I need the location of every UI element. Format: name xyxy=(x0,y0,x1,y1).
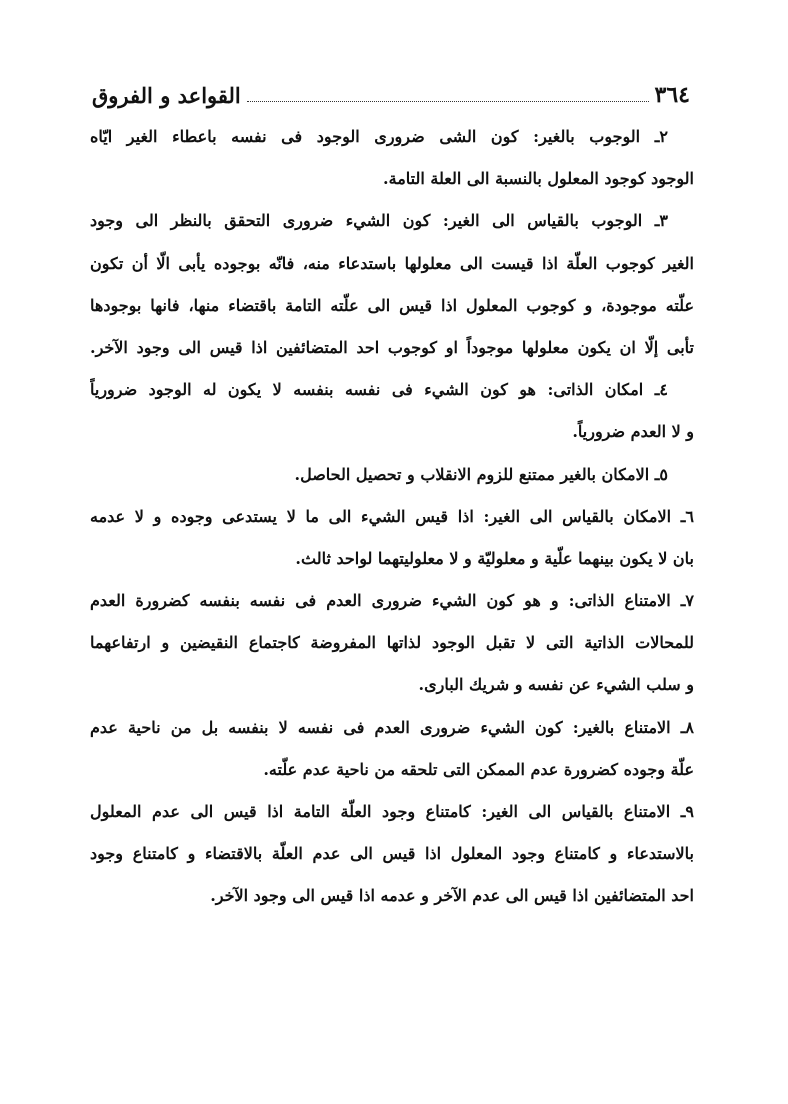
page-header xyxy=(92,72,690,112)
page-number: ٣٦٤ xyxy=(654,82,690,108)
item-3-line-4: تأبى إلّا ان يكون معلولها موجوداً او كوجوب احد المتضائفين اذا قيس الى وجود الآخر. xyxy=(90,337,694,357)
item-7-line-1: ٧ـ الامتناع الذاتى: و هو كون الشيء ضرورى العدم فى نفسه بنفسه كضرورة العدم xyxy=(90,591,694,611)
body-text xyxy=(90,116,694,918)
item-6-line-1: ٦ـ الامكان بالقياس الى الغير: اذا قيس الشيء الى ما لا يستدعى وجوده و لا عدمه xyxy=(90,506,694,526)
item-5-line-1: ٥ـ الامكان بالغير ممتنع للزوم الانقلاب و تحصيل الحاصل. xyxy=(294,464,668,484)
item-6-line-2: بان لا يكون بينهما علّية و معلوليّة و لا معلوليتهما لواحد ثالث. xyxy=(295,548,694,568)
item-8-line-1: ٨ـ الامتناع بالغير: كون الشيء ضرورى العدم فى نفسه لا بنفسه بل من ناحية عدم xyxy=(90,717,694,737)
item-3-line-1: ٣ـ الوجوب بالقياس الى الغير: كون الشيء ضرورى التحقق بالنظر الى وجود xyxy=(90,211,668,231)
item-9-line-3: احد المتضائفين اذا قيس الى عدم الآخر و عدمه اذا قيس الى وجود الآخر. xyxy=(210,886,694,906)
item-7-line-3: و سلب الشيء عن نفسه و شريك البارى. xyxy=(418,675,694,695)
item-3-line-3: علّته موجودة، و كوجوب المعلول اذا قيس الى علّته التامة باقتضاء منها، فانها بوجودها xyxy=(90,295,694,315)
running-title: القواعد و الفروق xyxy=(92,83,241,108)
item-9-line-2: بالاستدعاء و كامتناع وجود المعلول اذا قيس الى عدم العلّة بالاقتضاء و كامتناع وجود xyxy=(90,844,694,864)
item-9-line-1: ٩ـ الامتناع بالقياس الى الغير: كامتناع وجود العلّة التامة اذا قيس الى عدم المعلول xyxy=(90,802,694,821)
item-8-line-2: علّة وجوده كضرورة عدم الممكن التى تلحقه من ناحية عدم علّته. xyxy=(263,759,694,779)
item-2-line-1: ٢ـ الوجوب بالغير: كون الشى ضرورى الوجود فى نفسه باعطاء الغير ايّاه xyxy=(90,127,668,146)
item-4-line-2: و لا العدم ضرورياً. xyxy=(572,422,694,442)
item-4-line-1: ٤ـ امكان الذاتى: هو كون الشيء فى نفسه بنفسه لا يكون له الوجود ضرورياً xyxy=(90,380,668,400)
item-7-line-2: للمحالات الذاتية التى لا تقبل الوجود لذاتها المفروضة كاجتماع النقيضين و ارتفاعهما xyxy=(90,633,694,653)
header-dot-leader xyxy=(247,100,649,102)
item-3-line-2: الغير كوجوب العلّة اذا قيست الى معلولها باستدعاء منه، فانّه بوجوده يأبى الّا أن تكون xyxy=(90,253,694,273)
item-2-line-2: الوجود كوجود المعلول بالنسبة الى العلة التامة. xyxy=(383,169,694,189)
